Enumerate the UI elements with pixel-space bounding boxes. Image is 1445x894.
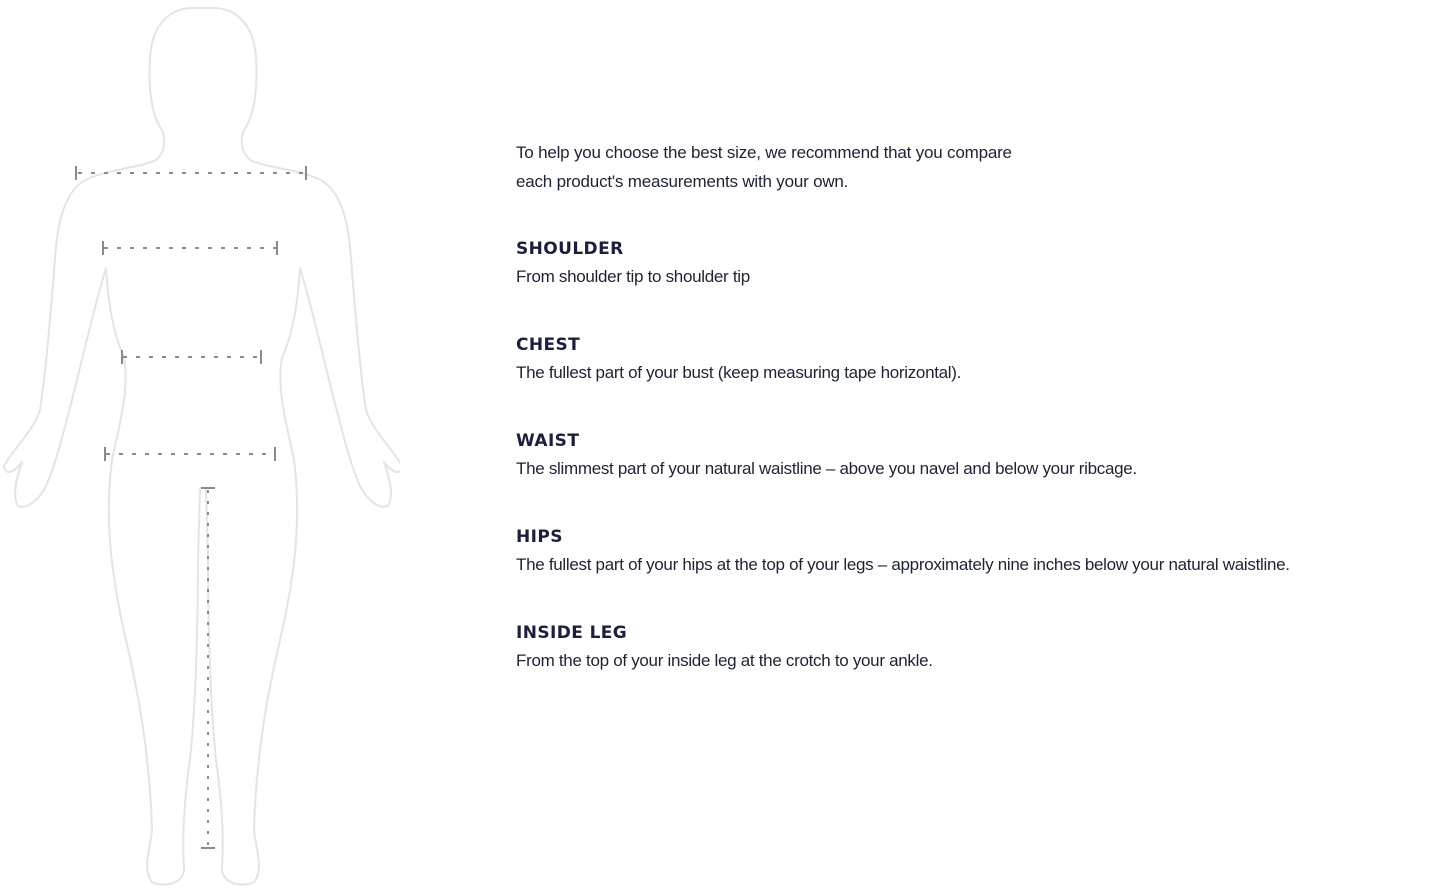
measurement-description: From the top of your inside leg at the crotch to your ankle. [516,651,933,670]
measurement-chest [516,332,1441,388]
measurement-title: SHOULDER [516,239,624,259]
measurement-description: The fullest part of your bust (keep measuring tape horizontal). [516,363,962,382]
measurement-waist [516,428,1441,484]
measurement-title: HIPS [516,527,563,547]
body-figure-diagram [0,0,400,894]
size-guide-text [516,138,1441,716]
measurement-description: From shoulder tip to shoulder tip [516,267,750,286]
measurement-description: The fullest part of your hips at the top of your legs – approximately nine inches below your natural waistline. [516,555,1290,574]
measurement-title: WAIST [516,431,580,451]
intro-text: To help you choose the best size, we recommend that you compare each product's measurements with your own. [516,143,1012,191]
measurement-shoulder [516,236,1441,292]
measurement-title: CHEST [516,335,581,355]
measurement-hips [516,524,1441,580]
measurement-inside-leg [516,620,1441,676]
measurement-description: The slimmest part of your natural waistline – above you navel and below your ribcage. [516,459,1137,478]
measurement-title: INSIDE LEG [516,623,628,643]
body-silhouette [4,8,400,885]
